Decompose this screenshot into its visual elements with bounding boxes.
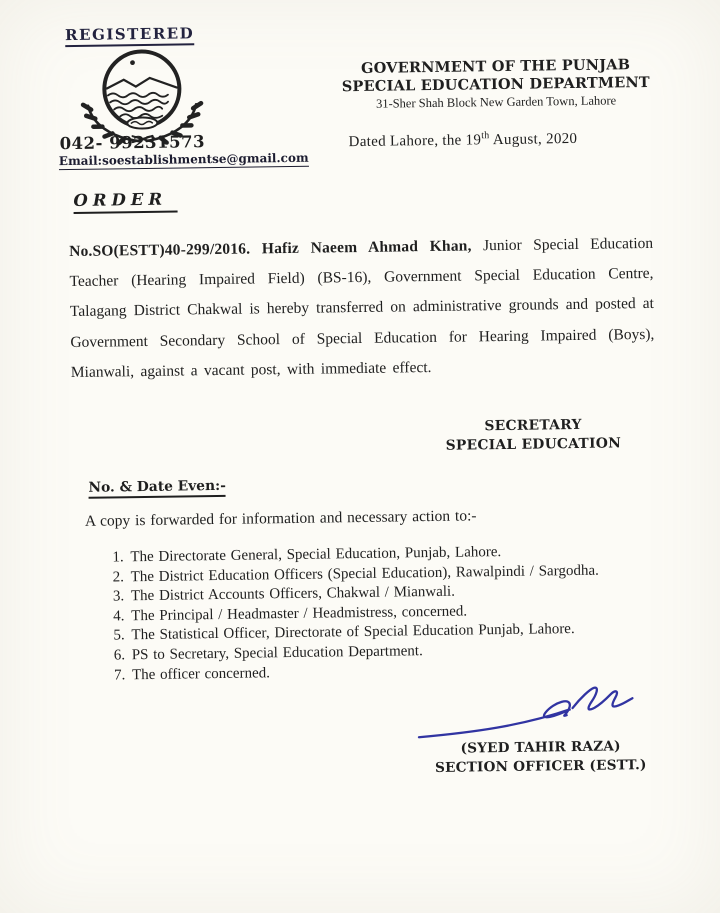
authority-line1: SECRETARY [484, 416, 582, 435]
government-title: GOVERNMENT OF THE PUNJAB [360, 56, 631, 77]
date-prefix: Dated Lahore, the 19 [348, 132, 482, 151]
date-ordinal: th [481, 130, 490, 142]
order-body-paragraph [69, 228, 655, 388]
department-address: 31-Sher Shah Block New Garden Town, Lahore [375, 93, 617, 111]
copy-forwarded-line: A copy is forwarded for information and necessary action to:- [84, 507, 477, 530]
list-item: 3. The District Accounts Officers, Chakwal / Mianwali. [129, 580, 685, 607]
authority-line2: SPECIAL EDUCATION [445, 434, 622, 454]
list-item: 2. The District Education Officers (Special Education), Rawalpindi / Sargodha. [129, 560, 685, 587]
issuing-authority [410, 415, 655, 455]
list-item: 7. The officer concerned. [130, 658, 686, 685]
registered-stamp: REGISTERED [65, 24, 194, 47]
order-heading: ORDER [73, 190, 177, 214]
list-item: 5. The Statistical Officer, Directorate of Special Education Punjab, Lahore. [129, 619, 685, 646]
list-item: 4. The Principal / Headmaster / Headmistress, concerned. [129, 599, 685, 626]
signature-ink [412, 682, 653, 745]
department-title: SPECIAL EDUCATION DEPARTMENT [341, 73, 650, 96]
star-icon [130, 60, 135, 65]
letterhead-block [327, 56, 664, 114]
email-address: Email:soestablishmentse@gmail.com [58, 150, 309, 169]
even-number-heading: No. & Date Even:- [88, 478, 226, 499]
signatory-block [413, 737, 668, 778]
signatory-name: (SYED TAHIR RAZA) [460, 738, 621, 757]
order-reference: No.SO(ESTT)40-299/2016. Hafiz Naeem Ahmad Khan, [69, 236, 472, 260]
date-line [348, 129, 577, 151]
punjab-emblem-logo [69, 46, 214, 146]
distribution-list [101, 540, 686, 685]
list-item: 1. The Directorate General, Special Education, Punjab, Lahore. [128, 540, 684, 567]
signatory-title: SECTION OFFICER (ESTT.) [434, 756, 647, 776]
order-body-text: Junior Special Education Teacher (Hearing Impaired Field) (BS-16), Government Special Education Centre, Talagang District Chakwal is hereby transferred on administrative grounds and posted at Government Secondary School of Special Education for Hearing Impaired (Boys), Mianwali, against a vacant post, with immediate effect. [69, 234, 655, 382]
date-suffix: August, 2020 [489, 130, 578, 149]
list-item: 6. PS to Secretary, Special Education Department. [130, 638, 686, 665]
phone-number: 042- 99231573 [59, 132, 206, 154]
